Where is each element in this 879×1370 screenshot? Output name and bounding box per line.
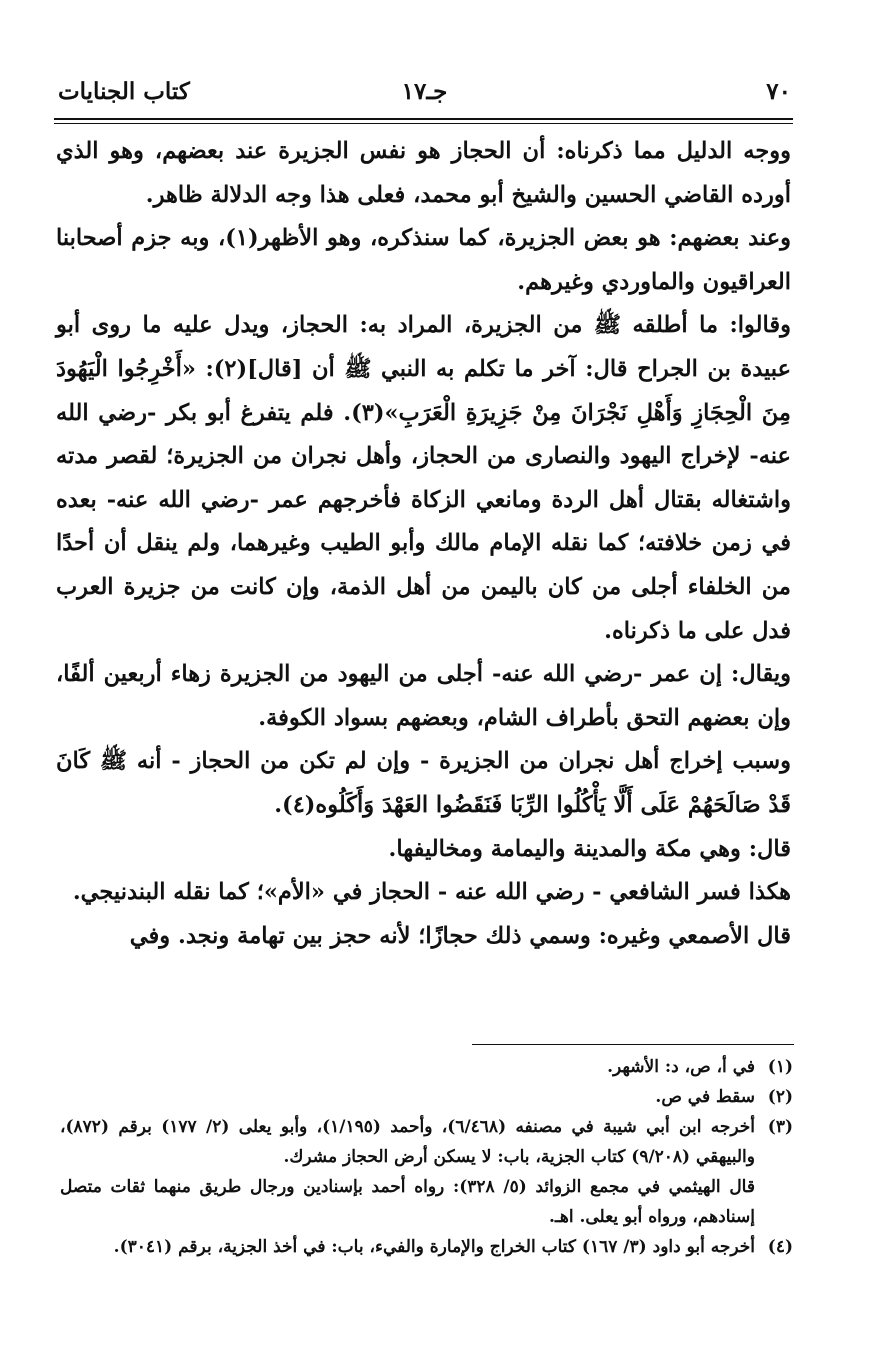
paragraph: قال الأصمعي وغيره: وسمي ذلك حجازًا؛ لأنه حجز بين تهامة ونجد. وفي	[129, 922, 791, 949]
footnote-text: أخرجه أبو داود (٣/ ١٦٧) كتاب الخراج والإمارة والفيء، باب: في أخذ الجزية، برقم (٣٠٤١).	[113, 1237, 755, 1257]
paragraph: ويقال: إن عمر -رضي الله عنه- أجلى من اليهود من الجزيرة زهاء أربعين ألفًا، وإن بعضهم التحق بأطراف الشام، وبعضهم بسواد الكوفة.	[56, 661, 791, 731]
footnote-text: في أ، ص، د: الأشهر.	[607, 1057, 755, 1077]
footnote	[60, 1232, 793, 1262]
footnote	[60, 1082, 793, 1112]
paragraph: وقالوا: ما أطلقه ﷺ من الجزيرة، المراد به: الحجاز، ويدل عليه ما روى أبو عبيدة بن الجراح قال: آخر ما تكلم به النبي ﷺ أن [قال](٢): «أَخْرِجُوا الْيَهُودَ مِنَ الْحِجَازِ وَأَهْلِ نَجْرَانَ مِنْ جَزِيرَةِ الْعَرَبِ»(٣). فلم يتفرغ أبو بكر -رضي الله عنه- لإخراج اليهود والنصارى من الحجاز، وأهل نجران من الجزيرة؛ لقصر مدته واشتغاله بقتال أهل الردة ومانعي الزكاة فأخرجهم عمر -رضي الله عنه- بعده في زمن خلافته؛ كما نقله الإمام مالك وأبو الطيب وغيرهما، ولم ينقل أن أحدًا من الخلفاء أجلى من كان باليمن من أهل الذمة، وإن كانت من جزيرة العرب فدل على ما ذكرناه.	[56, 312, 792, 644]
footnote-number: (٢)	[767, 1087, 793, 1107]
footnote-number: (١)	[767, 1057, 793, 1077]
volume-label: جـ١٧	[401, 78, 448, 105]
footnote-text: سقط في ص.	[655, 1087, 755, 1107]
footnote	[60, 1052, 793, 1082]
page-header	[58, 78, 791, 112]
paragraph: وسبب إخراج أهل نجران من الجزيرة - وإن لم تكن من الحجاز - أنه ﷺ كَانَ قَدْ صَالَحَهُمْ عَلَى أَلَّا يَأْكُلُوا الرِّبَا فَنَقَضُوا العَهْدَ وَأَكَلُوه(٤).	[56, 748, 791, 818]
footnote-number: (٤)	[767, 1237, 793, 1257]
paragraph: هكذا فسر الشافعي - رضي الله عنه - الحجاز في «الأم»؛ كما نقله البندنيجي.	[72, 879, 791, 906]
header-rule-thin	[54, 123, 793, 124]
footnote-continuation: قال الهيثمي في مجمع الزوائد (٥/ ٣٢٨): رواه أحمد بإسنادين ورجال طريق منهما ثقات متصل إسنادهم، ورواه أبو يعلى. اهـ.	[60, 1177, 755, 1227]
footnote-text: أخرجه ابن أبي شيبة في مصنفه (٦/٤٦٨)، وأحمد (١/١٩٥)، وأبو يعلى (٢/ ١٧٧) برقم (٨٧٢)، والبيهقي (٩/٢٠٨) كتاب الجزية، باب: لا يسكن أرض الحجاز مشرك.	[60, 1117, 755, 1167]
chapter-title: كتاب الجنايات	[58, 78, 190, 105]
header-rule	[54, 118, 793, 120]
paragraph: ووجه الدليل مما ذكرناه: أن الحجاز هو نفس الجزيرة عند بعضهم، وهو الذي أورده القاضي الحسين والشيخ أبو محمد، فعلى هذا وجه الدلالة ظاهر.	[56, 138, 791, 208]
footnotes	[60, 1052, 793, 1262]
footnote-number: (٣)	[767, 1117, 793, 1137]
page-number: ٧٠	[766, 78, 791, 105]
paragraph: قال: وهي مكة والمدينة واليمامة ومخاليفها.	[388, 835, 791, 862]
paragraph: وعند بعضهم: هو بعض الجزيرة، كما سنذكره، وهو الأظهر(١)، وبه جزم أصحابنا العراقيون والماوردي وغيرهم.	[56, 225, 791, 295]
main-text	[56, 130, 791, 958]
footnote-separator	[472, 1044, 794, 1045]
footnote	[60, 1112, 793, 1172]
